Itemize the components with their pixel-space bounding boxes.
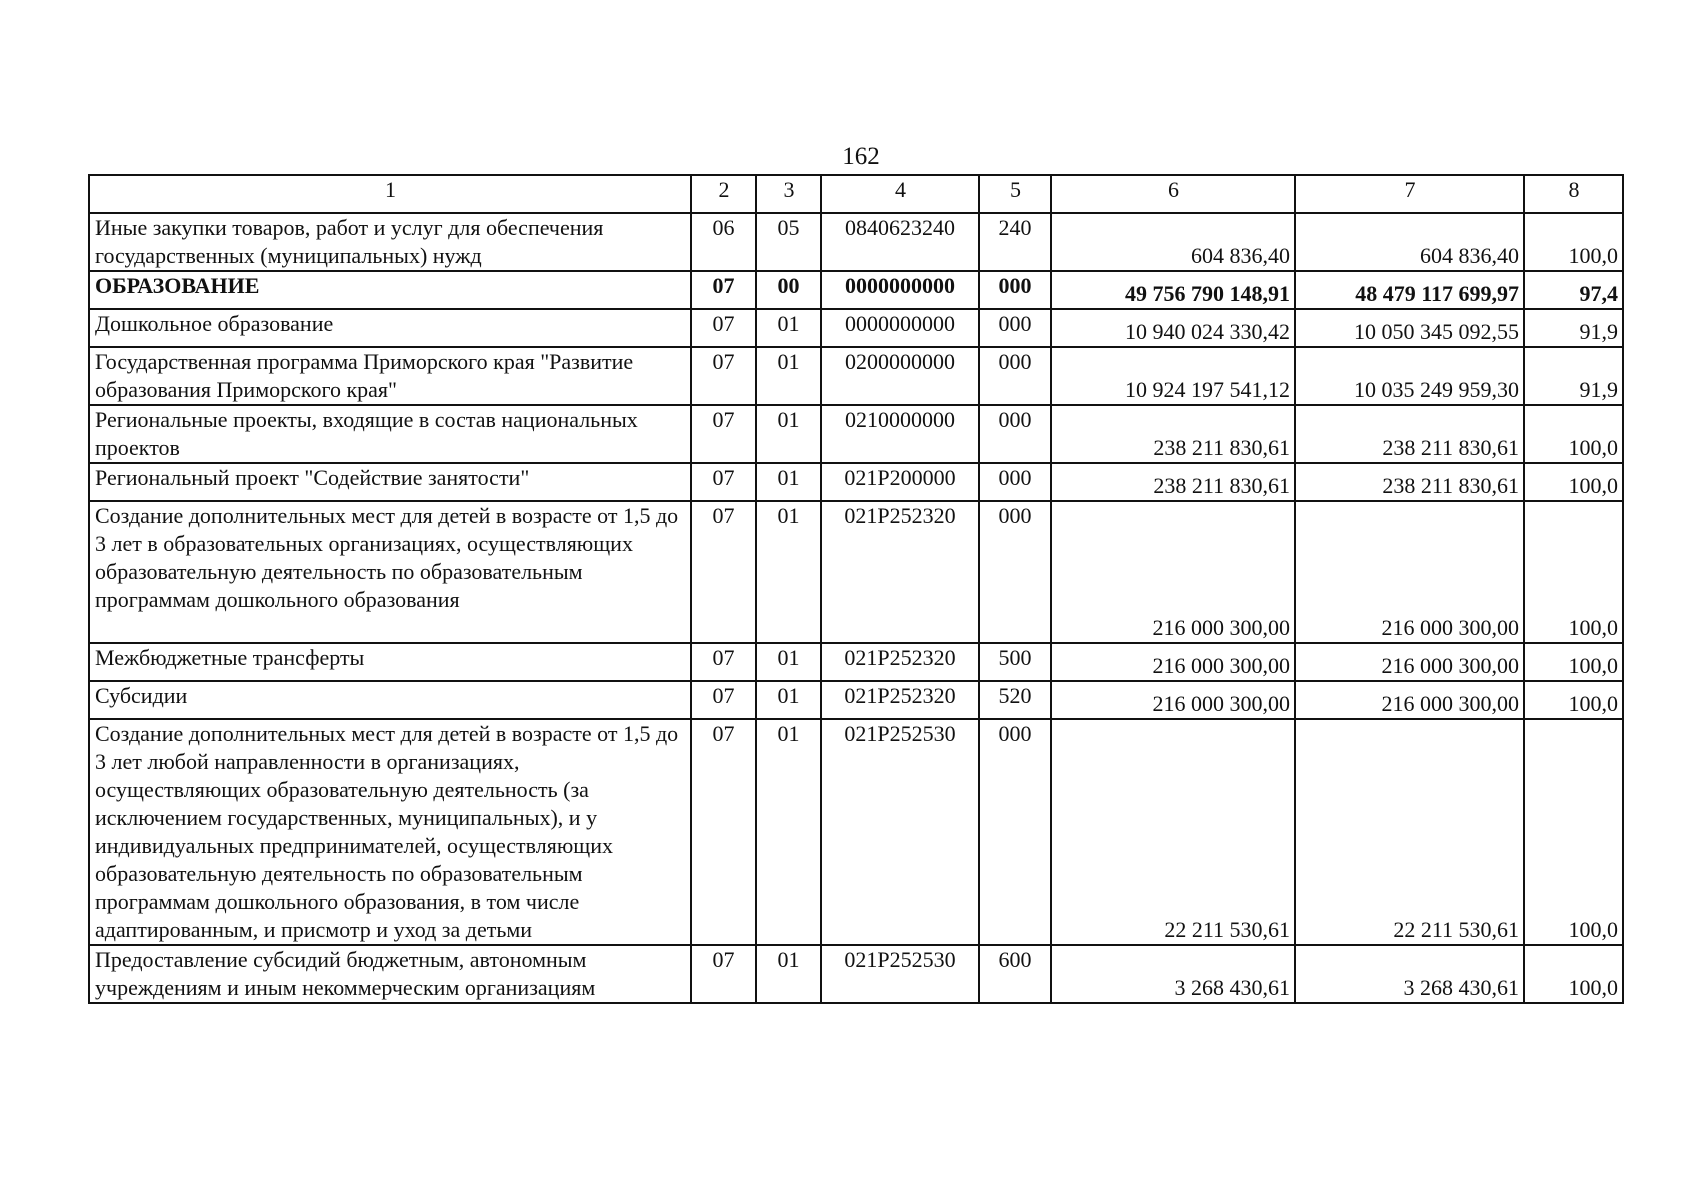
row-expense-type-code: 240 bbox=[979, 213, 1051, 271]
row-planned-amount: 216 000 300,00 bbox=[1051, 643, 1295, 681]
row-planned-amount: 49 756 790 148,91 bbox=[1051, 271, 1295, 309]
row-section-code: 07 bbox=[691, 681, 756, 719]
row-expense-type-code: 000 bbox=[979, 405, 1051, 463]
row-name: Региональные проекты, входящие в состав национальных проектов bbox=[89, 405, 691, 463]
row-section-code: 07 bbox=[691, 309, 756, 347]
row-subsection-code: 01 bbox=[756, 945, 821, 1003]
row-target-code: 0210000000 bbox=[821, 405, 979, 463]
row-expense-type-code: 000 bbox=[979, 347, 1051, 405]
row-section-code: 07 bbox=[691, 405, 756, 463]
column-header: 4 bbox=[821, 175, 979, 213]
row-actual-amount: 10 035 249 959,30 bbox=[1295, 347, 1524, 405]
row-subsection-code: 01 bbox=[756, 643, 821, 681]
row-target-code: 021P252530 bbox=[821, 945, 979, 1003]
row-subsection-code: 05 bbox=[756, 213, 821, 271]
row-execution-percent: 100,0 bbox=[1524, 405, 1623, 463]
row-actual-amount: 48 479 117 699,97 bbox=[1295, 271, 1524, 309]
row-execution-percent: 100,0 bbox=[1524, 643, 1623, 681]
row-execution-percent: 100,0 bbox=[1524, 719, 1623, 945]
row-execution-percent: 91,9 bbox=[1524, 309, 1623, 347]
row-target-code: 0200000000 bbox=[821, 347, 979, 405]
row-expense-type-code: 000 bbox=[979, 463, 1051, 501]
row-expense-type-code: 000 bbox=[979, 719, 1051, 945]
row-execution-percent: 100,0 bbox=[1524, 681, 1623, 719]
row-name: Создание дополнительных мест для детей в возрасте от 1,5 до 3 лет в образовательных организациях, осуществляющих образовательную деятельность по образовательным программам дошкольного образования bbox=[89, 501, 691, 643]
table-row bbox=[89, 405, 1623, 463]
column-header: 5 bbox=[979, 175, 1051, 213]
row-target-code: 0840623240 bbox=[821, 213, 979, 271]
row-planned-amount: 3 268 430,61 bbox=[1051, 945, 1295, 1003]
table-row bbox=[89, 643, 1623, 681]
row-expense-type-code: 000 bbox=[979, 501, 1051, 643]
row-expense-type-code: 600 bbox=[979, 945, 1051, 1003]
table-header-row bbox=[89, 175, 1623, 213]
row-section-code: 07 bbox=[691, 643, 756, 681]
row-name: Межбюджетные трансферты bbox=[89, 643, 691, 681]
row-expense-type-code: 000 bbox=[979, 309, 1051, 347]
row-name: Субсидии bbox=[89, 681, 691, 719]
row-planned-amount: 216 000 300,00 bbox=[1051, 501, 1295, 643]
row-target-code: 021P252320 bbox=[821, 501, 979, 643]
row-target-code: 021P252320 bbox=[821, 643, 979, 681]
column-header: 8 bbox=[1524, 175, 1623, 213]
table-row bbox=[89, 945, 1623, 1003]
table-row bbox=[89, 501, 1623, 643]
row-planned-amount: 604 836,40 bbox=[1051, 213, 1295, 271]
row-section-code: 07 bbox=[691, 271, 756, 309]
table-row bbox=[89, 347, 1623, 405]
row-execution-percent: 97,4 bbox=[1524, 271, 1623, 309]
row-expense-type-code: 500 bbox=[979, 643, 1051, 681]
row-name: Дошкольное образование bbox=[89, 309, 691, 347]
row-planned-amount: 10 940 024 330,42 bbox=[1051, 309, 1295, 347]
row-actual-amount: 238 211 830,61 bbox=[1295, 405, 1524, 463]
row-subsection-code: 00 bbox=[756, 271, 821, 309]
column-header: 1 bbox=[89, 175, 691, 213]
row-target-code: 021P252320 bbox=[821, 681, 979, 719]
row-actual-amount: 604 836,40 bbox=[1295, 213, 1524, 271]
row-expense-type-code: 000 bbox=[979, 271, 1051, 309]
row-subsection-code: 01 bbox=[756, 463, 821, 501]
row-actual-amount: 22 211 530,61 bbox=[1295, 719, 1524, 945]
row-actual-amount: 238 211 830,61 bbox=[1295, 463, 1524, 501]
row-subsection-code: 01 bbox=[756, 501, 821, 643]
table-row bbox=[89, 719, 1623, 945]
column-header: 7 bbox=[1295, 175, 1524, 213]
row-target-code: 0000000000 bbox=[821, 271, 979, 309]
row-name: Региональный проект "Содействие занятости" bbox=[89, 463, 691, 501]
row-actual-amount: 3 268 430,61 bbox=[1295, 945, 1524, 1003]
row-name: Государственная программа Приморского края "Развитие образования Приморского края" bbox=[89, 347, 691, 405]
row-section-code: 07 bbox=[691, 501, 756, 643]
row-planned-amount: 22 211 530,61 bbox=[1051, 719, 1295, 945]
row-section-code: 07 bbox=[691, 719, 756, 945]
column-header: 2 bbox=[691, 175, 756, 213]
row-target-code: 021P252530 bbox=[821, 719, 979, 945]
page-number: 162 bbox=[842, 143, 880, 170]
row-subsection-code: 01 bbox=[756, 347, 821, 405]
table-row bbox=[89, 271, 1623, 309]
row-execution-percent: 100,0 bbox=[1524, 501, 1623, 643]
row-actual-amount: 10 050 345 092,55 bbox=[1295, 309, 1524, 347]
row-actual-amount: 216 000 300,00 bbox=[1295, 681, 1524, 719]
row-name: ОБРАЗОВАНИЕ bbox=[89, 271, 691, 309]
row-execution-percent: 100,0 bbox=[1524, 213, 1623, 271]
column-header: 6 bbox=[1051, 175, 1295, 213]
row-planned-amount: 238 211 830,61 bbox=[1051, 463, 1295, 501]
row-section-code: 07 bbox=[691, 463, 756, 501]
table-row bbox=[89, 463, 1623, 501]
row-execution-percent: 91,9 bbox=[1524, 347, 1623, 405]
row-planned-amount: 10 924 197 541,12 bbox=[1051, 347, 1295, 405]
row-target-code: 021P200000 bbox=[821, 463, 979, 501]
row-name: Предоставление субсидий бюджетным, автономным учреждениям и иным некоммерческим организациям bbox=[89, 945, 691, 1003]
row-section-code: 07 bbox=[691, 945, 756, 1003]
row-execution-percent: 100,0 bbox=[1524, 463, 1623, 501]
row-subsection-code: 01 bbox=[756, 405, 821, 463]
row-subsection-code: 01 bbox=[756, 719, 821, 945]
row-name: Создание дополнительных мест для детей в возрасте от 1,5 до 3 лет любой направленности в организациях, осуществляющих образовательную деятельность (за исключением государственных, муниципальных), и у индивидуальных предпринимателей, осуществляющих образовательную деятельность по образовательным программам дошкольного образования, в том числе адаптированным, и присмотр и уход за детьми bbox=[89, 719, 691, 945]
column-header: 3 bbox=[756, 175, 821, 213]
row-subsection-code: 01 bbox=[756, 309, 821, 347]
table-row bbox=[89, 309, 1623, 347]
row-planned-amount: 216 000 300,00 bbox=[1051, 681, 1295, 719]
table-row bbox=[89, 213, 1623, 271]
row-target-code: 0000000000 bbox=[821, 309, 979, 347]
row-planned-amount: 238 211 830,61 bbox=[1051, 405, 1295, 463]
row-actual-amount: 216 000 300,00 bbox=[1295, 643, 1524, 681]
row-expense-type-code: 520 bbox=[979, 681, 1051, 719]
row-actual-amount: 216 000 300,00 bbox=[1295, 501, 1524, 643]
budget-table bbox=[88, 174, 1624, 1004]
table-row bbox=[89, 681, 1623, 719]
row-name: Иные закупки товаров, работ и услуг для обеспечения государственных (муниципальных) нужд bbox=[89, 213, 691, 271]
row-subsection-code: 01 bbox=[756, 681, 821, 719]
row-section-code: 07 bbox=[691, 347, 756, 405]
row-section-code: 06 bbox=[691, 213, 756, 271]
row-execution-percent: 100,0 bbox=[1524, 945, 1623, 1003]
